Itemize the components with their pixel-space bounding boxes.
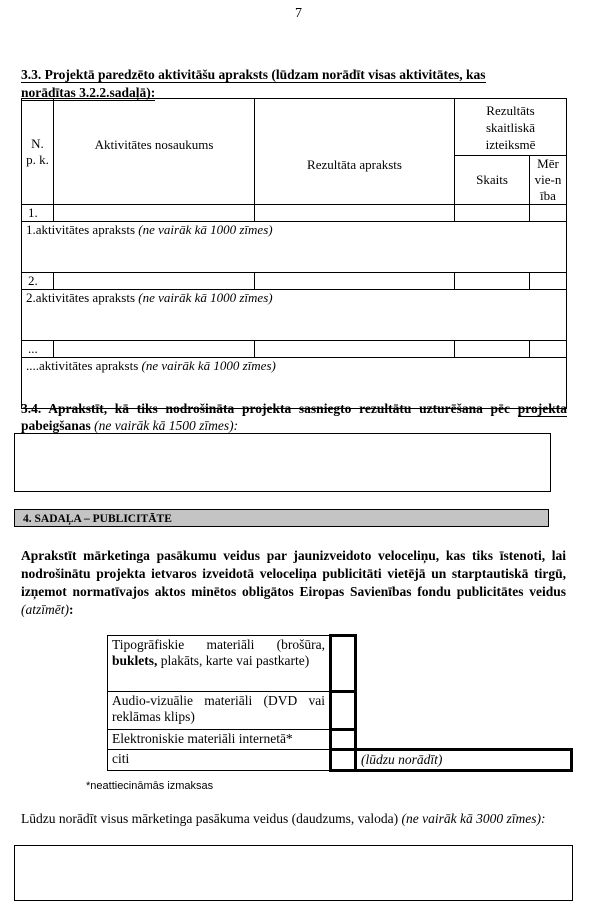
row-3-unit-cell[interactable] bbox=[530, 341, 567, 358]
option-audiovisual: Audio-vizuālie materiāli (DVD vai reklāmas klips) bbox=[108, 692, 331, 730]
option-other-specify-field[interactable]: (lūdzu norādīt) bbox=[356, 750, 572, 771]
col-result-header: Rezultāta apraksts bbox=[255, 99, 455, 205]
section-3-4-heading: 3.4. Aprakstīt, kā tiks nodrošināta projekta sasniegto rezultātu uzturēšana pēc projekta pabeigšanas (ne vairāk kā 1500 zīmes): bbox=[21, 401, 567, 433]
row-3-description[interactable]: ....aktivitātes apraksts (ne vairāk kā 1000 zīmes) bbox=[22, 358, 567, 409]
row-1-description[interactable]: 1.aktivitātes apraksts (ne vairāk kā 1000 zīmes) bbox=[22, 222, 567, 273]
marketing-list-instructions: Lūdzu norādīt visus mārketinga pasākuma veidus (daudzums, valoda) (ne vairāk kā 3000 zīmes): bbox=[21, 811, 546, 826]
option-typographic: Tipogrāfiskie materiāli (brošūra, buklets, plakāts, karte vai pastkarte) bbox=[108, 636, 331, 692]
row-3-name-cell[interactable] bbox=[54, 341, 255, 358]
option-electronic-checkbox[interactable] bbox=[331, 730, 356, 750]
col-unit-header: Mērvie-nība bbox=[530, 156, 567, 205]
row-1-num: 1. bbox=[22, 205, 54, 222]
option-typographic-checkbox[interactable] bbox=[331, 636, 356, 692]
marketing-instructions: Aprakstīt mārketinga pasākumu veidus par jaunizveidoto veloceliņu, kas tiks īstenoti, lai nodrošinātu projekta ietvaros izveidotā veloceliņa publicitāti vietējā un starptautiskā tirgū, izņemot normatīvajos aktos minētos obligātos Eiropas Savienības fondu publicitātes veidus (atzīmēt): bbox=[21, 548, 566, 617]
page-number: 7 bbox=[295, 6, 302, 21]
row-3-result-cell[interactable] bbox=[255, 341, 455, 358]
row-1-unit-cell[interactable] bbox=[530, 205, 567, 222]
row-2-description[interactable]: 2.aktivitātes apraksts (ne vairāk kā 1000 zīmes) bbox=[22, 290, 567, 341]
marketing-options-table bbox=[107, 634, 573, 772]
row-2-count-cell[interactable] bbox=[455, 273, 530, 290]
row-2-unit-cell[interactable] bbox=[530, 273, 567, 290]
col-name-header: Aktivitātes nosaukums bbox=[54, 99, 255, 205]
section-4-title: 4. SADAĻA – PUBLICITĀTE bbox=[14, 509, 549, 527]
col-count-header: Skaits bbox=[455, 156, 530, 205]
row-2-result-cell[interactable] bbox=[255, 273, 455, 290]
maintenance-description-field[interactable] bbox=[14, 433, 551, 492]
row-1-result-cell[interactable] bbox=[255, 205, 455, 222]
row-1-name-cell[interactable] bbox=[54, 205, 255, 222]
row-2-name-cell[interactable] bbox=[54, 273, 255, 290]
option-audiovisual-checkbox[interactable] bbox=[331, 692, 356, 730]
marketing-list-field[interactable] bbox=[14, 845, 573, 901]
row-1-count-cell[interactable] bbox=[455, 205, 530, 222]
option-electronic: Elektroniskie materiāli internetā* bbox=[108, 730, 331, 750]
row-3-num: ... bbox=[22, 341, 54, 358]
col-quant-header: Rezultāts skaitliskā izteiksmē bbox=[455, 99, 567, 156]
section-3-3-heading: 3.3. Projektā paredzēto aktivitāšu apraksts (lūdzam norādīt visas aktivitātes, kas norādītas 3.2.2.sadaļā): bbox=[21, 67, 486, 100]
activities-table bbox=[21, 98, 567, 409]
row-2-num: 2. bbox=[22, 273, 54, 290]
footnote: *neattiecināmās izmaksas bbox=[86, 780, 214, 792]
option-other-checkbox[interactable] bbox=[331, 750, 356, 771]
option-other: citi bbox=[108, 750, 331, 771]
col-npk-header: N. p. k. bbox=[22, 99, 54, 205]
row-3-count-cell[interactable] bbox=[455, 341, 530, 358]
